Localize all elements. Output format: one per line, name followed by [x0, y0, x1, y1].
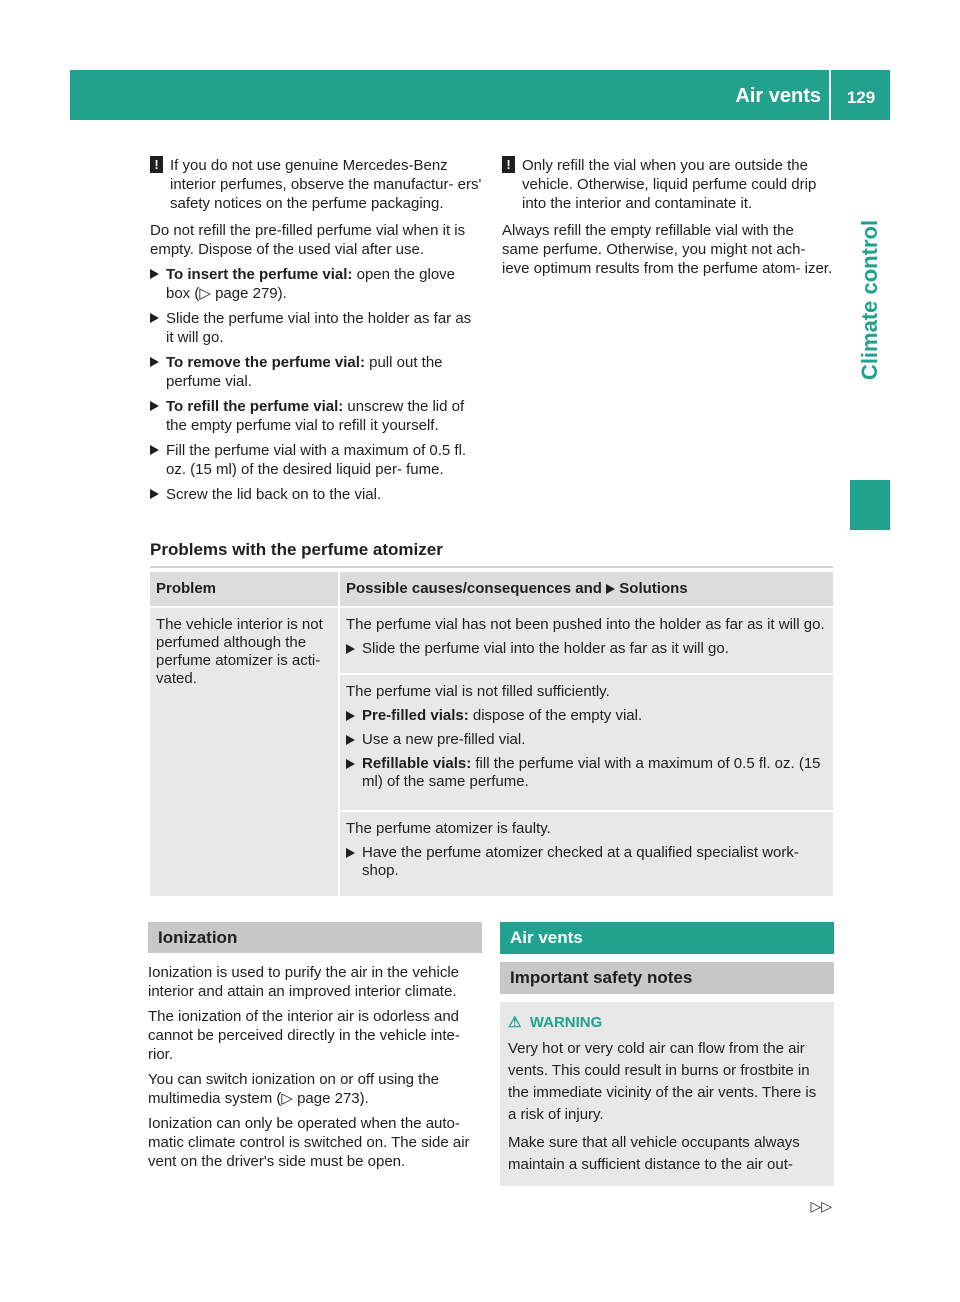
right-column: [502, 156, 834, 284]
step: To refill the perfume vial: unscrew the lid of the empty perfume vial to refill it yourself.: [150, 397, 482, 435]
exclamation-icon: !: [502, 156, 515, 173]
continue-arrow-icon: ▷▷: [810, 1198, 832, 1214]
air-vents-heading: Air vents: [500, 922, 834, 954]
page-number: 129: [846, 88, 876, 107]
safety-notes-heading: Important safety notes: [500, 962, 834, 994]
step: Fill the perfume vial with a maximum of 0.5 fl. oz. (15 ml) of the desired liquid per- fume.: [150, 441, 482, 479]
paragraph: You can switch ionization on or off using the multimedia system (▷ page 273).: [148, 1071, 440, 1107]
warning-label: ⚠ WARNING: [508, 1014, 603, 1031]
problem-cell: The vehicle interior is not perfumed although the perfume atomizer is acti- vated.: [150, 608, 338, 896]
air-vents-section: [500, 922, 834, 1186]
notice: ! If you do not use genuine Mercedes-Benz interior perfumes, observe the manufactur- ers' safety notices on the perfume packaging.: [150, 156, 482, 213]
step: Slide the perfume vial into the holder as far as it will go.: [150, 309, 482, 347]
step-arrow-icon: [606, 584, 615, 594]
step-arrow-icon: [346, 711, 355, 721]
column-header: Possible causes/consequences and Solutions: [340, 572, 833, 606]
header-divider: [829, 70, 831, 120]
side-tab: [850, 130, 890, 470]
problems-table: [148, 570, 835, 898]
paragraph: Make sure that all vehicle occupants always maintain a sufficient distance to the air out-: [508, 1134, 800, 1173]
chapter-title: Air vents: [735, 85, 821, 107]
section-heading: Problems with the perfume atomizer: [150, 540, 833, 568]
header-bar: [70, 70, 890, 120]
paragraph: Always refill the empty refillable vial with the same perfume. Otherwise, you might not ach- ieve optimum results from the perfume atom- izer.: [502, 222, 833, 277]
step-arrow-icon: [346, 848, 355, 858]
step-arrow-icon: [346, 735, 355, 745]
step-arrow-icon: [150, 401, 159, 411]
page-ref-link[interactable]: page 279: [215, 285, 278, 302]
notice: ! Only refill the vial when you are outside the vehicle. Otherwise, liquid perfume could drip into the interior and contaminate it.: [502, 156, 834, 213]
step-arrow-icon: [150, 269, 159, 279]
page-ref-icon: ▷: [199, 285, 216, 302]
step-arrow-icon: [346, 644, 355, 654]
side-tab-marker: [850, 480, 890, 530]
step-arrow-icon: [150, 489, 159, 499]
step: Screw the lid back on to the vial.: [150, 485, 482, 504]
side-tab-label: Climate control: [857, 219, 882, 381]
cause-cell: The perfume atomizer is faulty. Have the perfume atomizer checked at a qualified specialist work- shop.: [340, 812, 833, 896]
paragraph: Do not refill the pre-filled perfume vial when it is empty. Dispose of the used vial after use.: [150, 222, 466, 258]
ionization-heading: Ionization: [148, 922, 482, 953]
step-arrow-icon: [150, 313, 159, 323]
warning-box: [500, 1002, 834, 1186]
step: To remove the perfume vial: pull out the perfume vial.: [150, 353, 482, 391]
step-arrow-icon: [346, 759, 355, 769]
paragraph: Ionization is used to purify the air in the vehicle interior and attain an improved interior climate.: [148, 964, 460, 1000]
exclamation-icon: !: [150, 156, 163, 173]
left-column: [150, 156, 482, 510]
page-ref-link[interactable]: page 273: [297, 1090, 360, 1107]
step: To insert the perfume vial: open the glove box (▷ page 279).: [150, 265, 482, 303]
step-arrow-icon: [150, 357, 159, 367]
column-header: Problem: [150, 572, 338, 606]
ionization-section: [148, 922, 482, 1177]
page-ref-icon: ▷: [281, 1090, 298, 1107]
warning-triangle-icon: ⚠: [508, 1014, 522, 1031]
cause-cell: The perfume vial has not been pushed into the holder as far as it will go. Slide the perfume vial into the holder as far as it will go.: [340, 608, 833, 673]
step-arrow-icon: [150, 445, 159, 455]
paragraph: Ionization can only be operated when the auto- matic climate control is switched on. The side air vent on the driver's side must be open.: [148, 1115, 470, 1170]
cause-cell: The perfume vial is not filled sufficiently. Pre-filled vials: dispose of the empty vial. Use a new pre-filled vial. Refillable vials: fill the perfume vial with a maximum of 0.5 fl. oz. (15 ml) of the same perfume.: [340, 675, 833, 810]
paragraph: Very hot or very cold air can flow from the air vents. This could result in burns or frostbite in the immediate vicinity of the air vents. There is a risk of injury.: [508, 1040, 817, 1123]
paragraph: The ionization of the interior air is odorless and cannot be perceived directly in the vehicle inte- rior.: [148, 1008, 460, 1063]
